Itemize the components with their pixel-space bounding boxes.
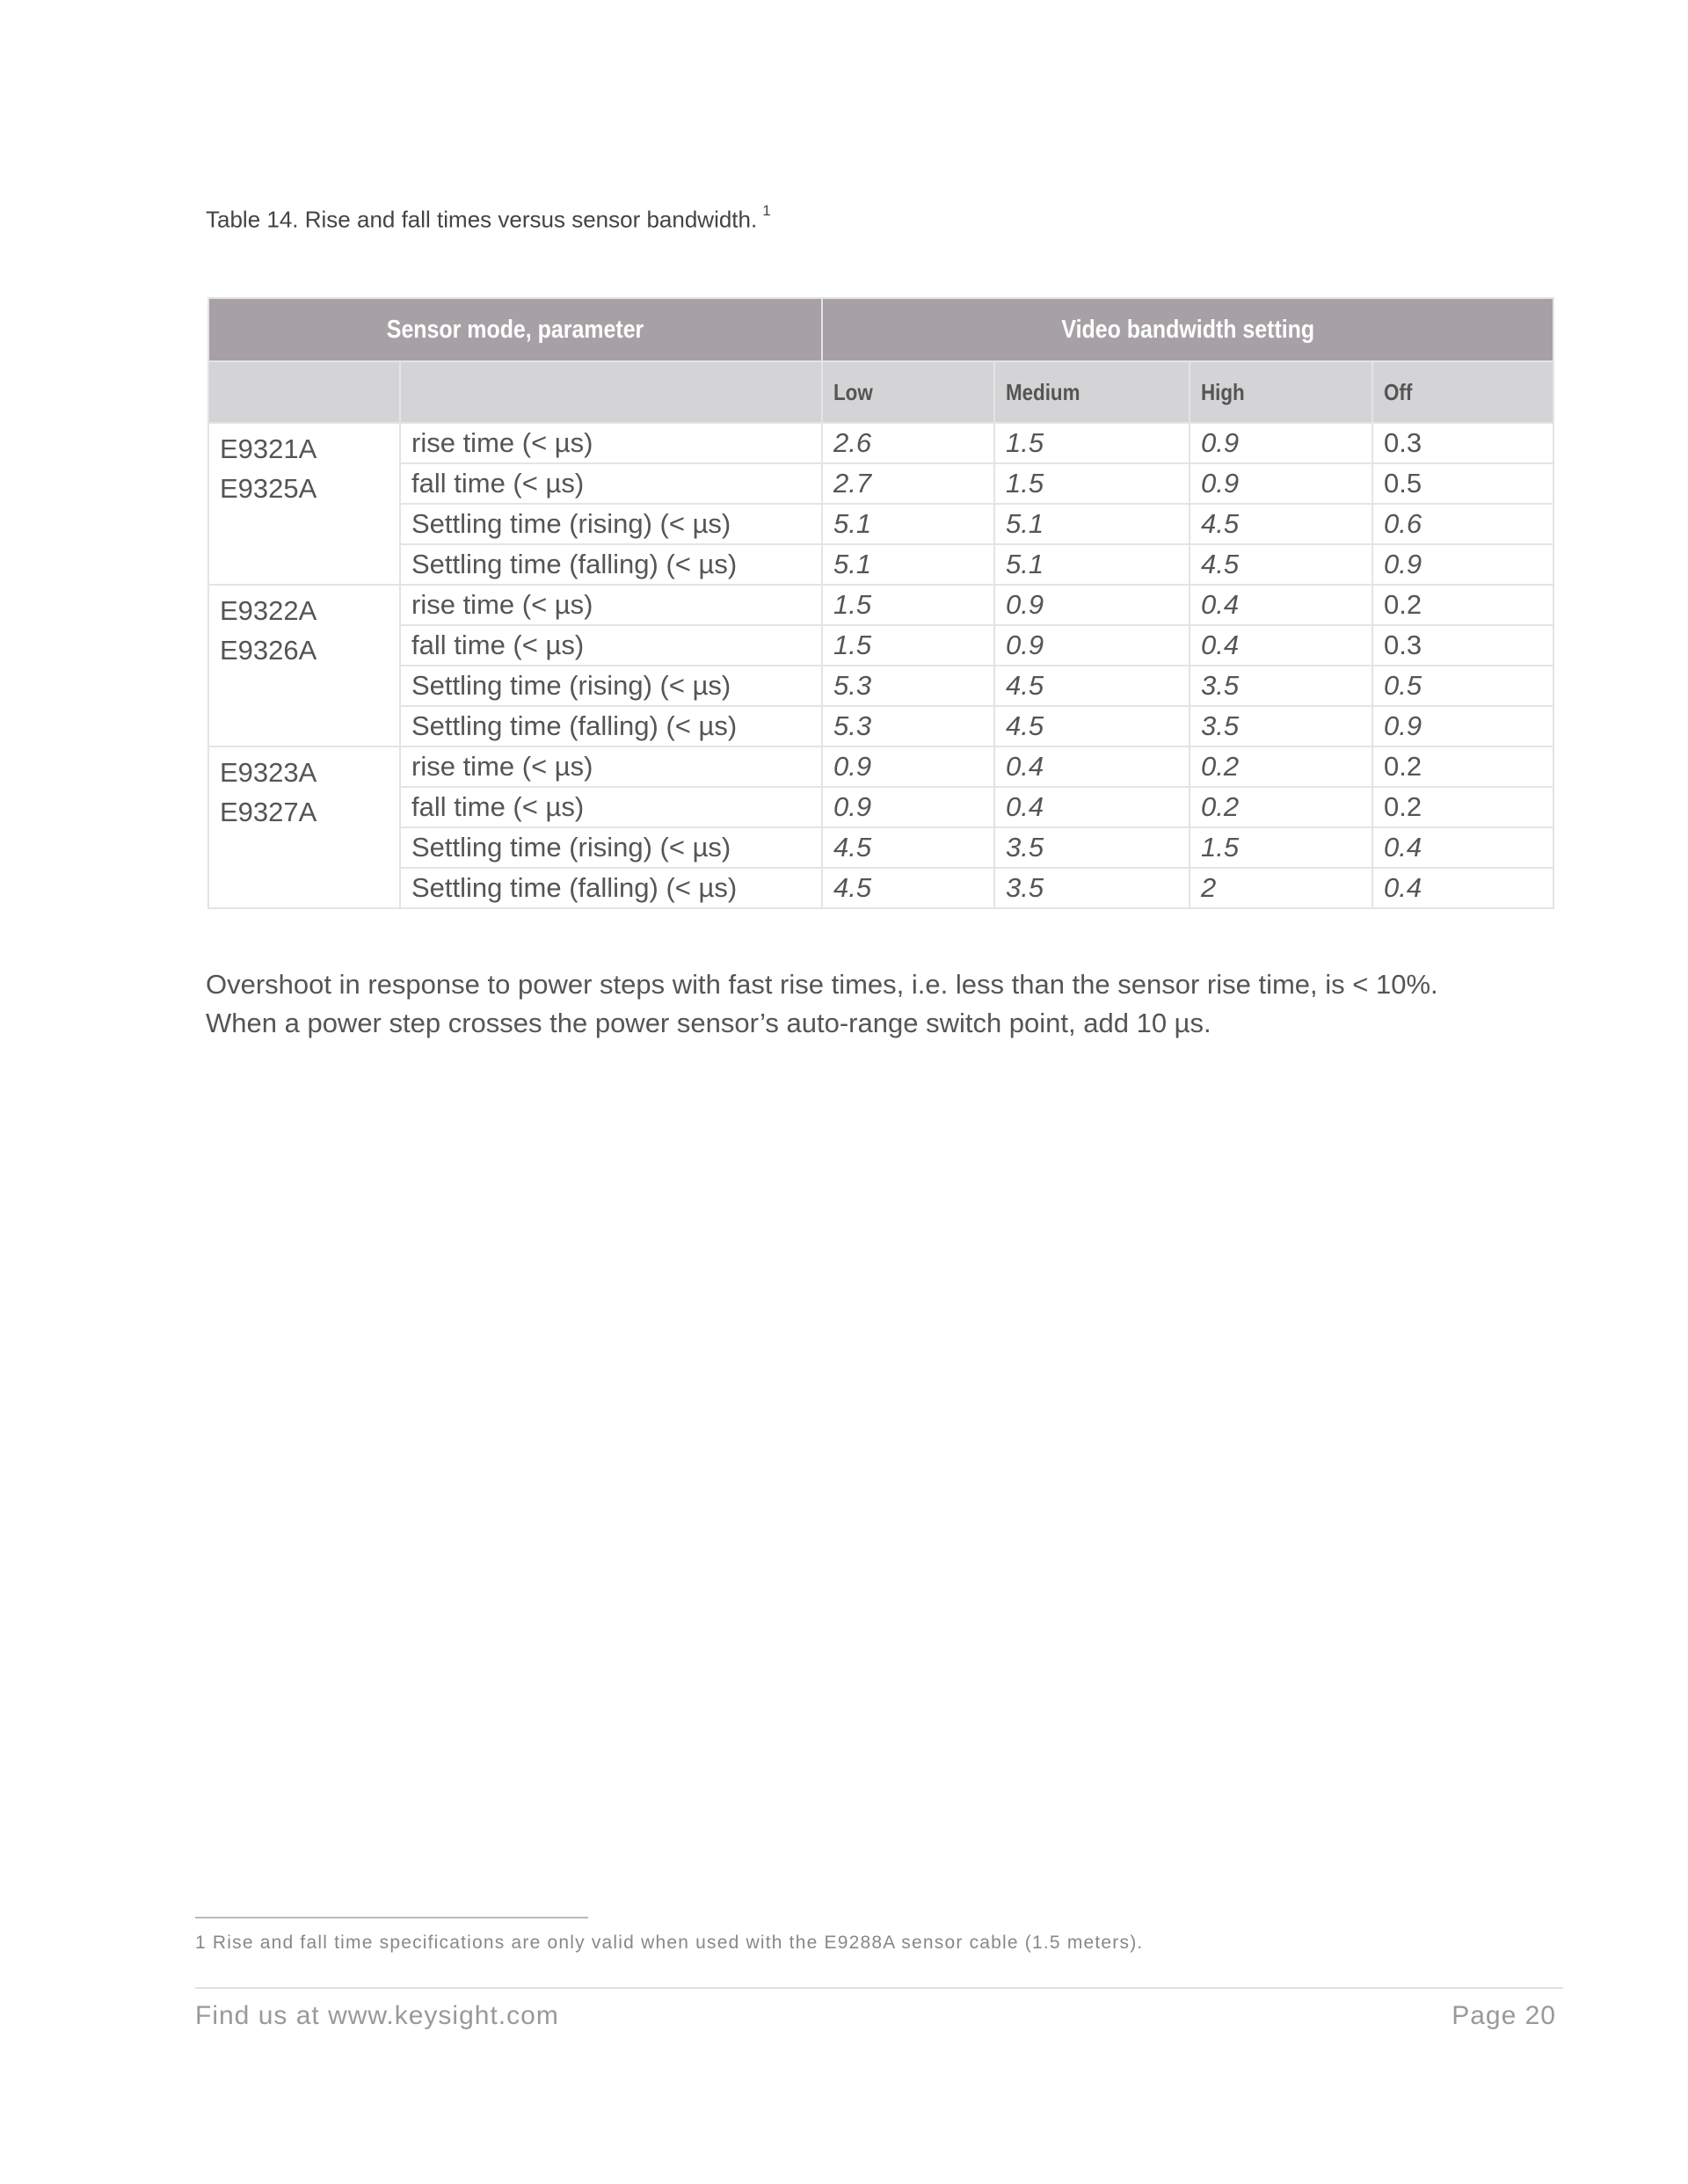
value-medium: 0.4: [994, 746, 1190, 787]
table-row: [208, 868, 1553, 908]
model-cell: [208, 746, 400, 908]
page-number: Page 20: [1452, 2001, 1556, 2030]
value-low: 2.7: [822, 463, 994, 504]
value-high: 4.5: [1190, 504, 1372, 544]
caption-text: Table 14. Rise and fall times versus sensor bandwidth.: [206, 206, 758, 233]
footnote: 1 Rise and fall time specifications are only valid when used with the E9288A sensor cable (1.5 meters).: [195, 1933, 1144, 1953]
header-sensor-mode: Sensor mode, parameter: [208, 298, 822, 361]
table-row: [208, 544, 1553, 585]
value-off: 0.3: [1372, 625, 1553, 666]
value-low: 1.5: [822, 585, 994, 625]
value-off: 0.2: [1372, 585, 1553, 625]
value-medium: 0.9: [994, 625, 1190, 666]
table-header-row: [208, 298, 1553, 361]
model-cell: [208, 585, 400, 746]
value-off: 0.3: [1372, 423, 1553, 463]
parameter-cell: Settling time (rising) (< µs): [400, 504, 822, 544]
table-row: [208, 746, 1553, 787]
rise-fall-table: [207, 297, 1554, 909]
table-row: [208, 827, 1553, 868]
value-medium: 4.5: [994, 666, 1190, 706]
value-low: 4.5: [822, 827, 994, 868]
subheader-high: High: [1190, 361, 1372, 423]
model-number: E9327A: [220, 797, 317, 827]
subheader-low: Low: [822, 361, 994, 423]
value-high: 3.5: [1190, 666, 1372, 706]
overshoot-note: [206, 965, 1438, 1043]
parameter-cell: Settling time (falling) (< µs): [400, 706, 822, 746]
value-high: 0.2: [1190, 787, 1372, 827]
footer-website-link[interactable]: Find us at www.keysight.com: [195, 2001, 559, 2030]
value-high: 0.9: [1190, 423, 1372, 463]
value-low: 5.3: [822, 706, 994, 746]
value-low: 0.9: [822, 787, 994, 827]
model-number: E9323A: [220, 757, 317, 788]
model-number: E9325A: [220, 473, 317, 504]
value-medium: 0.4: [994, 787, 1190, 827]
value-low: 5.3: [822, 666, 994, 706]
value-high: 2: [1190, 868, 1372, 908]
footer-divider: [195, 1987, 1563, 1989]
value-high: 0.9: [1190, 463, 1372, 504]
parameter-cell: fall time (< µs): [400, 787, 822, 827]
parameter-cell: rise time (< µs): [400, 585, 822, 625]
subheader-blank: [208, 361, 400, 423]
value-low: 0.9: [822, 746, 994, 787]
table-row: [208, 423, 1553, 463]
parameter-cell: rise time (< µs): [400, 746, 822, 787]
value-medium: 1.5: [994, 463, 1190, 504]
model-cell: [208, 423, 400, 585]
table-row: [208, 463, 1553, 504]
parameter-cell: rise time (< µs): [400, 423, 822, 463]
table-row: [208, 625, 1553, 666]
value-high: 3.5: [1190, 706, 1372, 746]
value-off: 0.9: [1372, 706, 1553, 746]
value-medium: 1.5: [994, 423, 1190, 463]
value-off: 0.4: [1372, 868, 1553, 908]
model-number: E9322A: [220, 595, 317, 626]
parameter-cell: Settling time (rising) (< µs): [400, 827, 822, 868]
value-off: 0.6: [1372, 504, 1553, 544]
value-off: 0.9: [1372, 544, 1553, 585]
parameter-cell: fall time (< µs): [400, 625, 822, 666]
value-medium: 5.1: [994, 544, 1190, 585]
table-caption: [206, 202, 771, 234]
table-row: [208, 666, 1553, 706]
subheader-off: Off: [1372, 361, 1553, 423]
model-number: E9321A: [220, 433, 317, 464]
table-row: [208, 706, 1553, 746]
value-off: 0.2: [1372, 746, 1553, 787]
value-high: 0.2: [1190, 746, 1372, 787]
value-off: 0.5: [1372, 666, 1553, 706]
table-body: [208, 423, 1553, 908]
note-line: When a power step crosses the power sensor’s auto-range switch point, add 10 µs.: [206, 1008, 1211, 1038]
model-number: E9326A: [220, 635, 317, 666]
table-row: [208, 787, 1553, 827]
value-low: 5.1: [822, 504, 994, 544]
subheader-blank: [400, 361, 822, 423]
value-off: 0.2: [1372, 787, 1553, 827]
parameter-cell: Settling time (falling) (< µs): [400, 544, 822, 585]
parameter-cell: Settling time (rising) (< µs): [400, 666, 822, 706]
value-low: 5.1: [822, 544, 994, 585]
value-low: 1.5: [822, 625, 994, 666]
value-high: 0.4: [1190, 625, 1372, 666]
parameter-cell: fall time (< µs): [400, 463, 822, 504]
value-medium: 3.5: [994, 868, 1190, 908]
header-video-bandwidth: Video bandwidth setting: [822, 298, 1553, 361]
value-medium: 3.5: [994, 827, 1190, 868]
table-row: [208, 585, 1553, 625]
table-subheader-row: [208, 361, 1553, 423]
value-medium: 0.9: [994, 585, 1190, 625]
value-medium: 4.5: [994, 706, 1190, 746]
subheader-medium: Medium: [994, 361, 1190, 423]
table-row: [208, 504, 1553, 544]
value-high: 1.5: [1190, 827, 1372, 868]
footnote-divider: [195, 1917, 588, 1918]
value-off: 0.5: [1372, 463, 1553, 504]
value-off: 0.4: [1372, 827, 1553, 868]
value-medium: 5.1: [994, 504, 1190, 544]
value-high: 0.4: [1190, 585, 1372, 625]
footnote-ref[interactable]: 1: [762, 202, 771, 219]
parameter-cell: Settling time (falling) (< µs): [400, 868, 822, 908]
value-high: 4.5: [1190, 544, 1372, 585]
value-low: 4.5: [822, 868, 994, 908]
note-line: Overshoot in response to power steps with fast rise times, i.e. less than the sensor rise time, is < 10%.: [206, 969, 1438, 1000]
value-low: 2.6: [822, 423, 994, 463]
